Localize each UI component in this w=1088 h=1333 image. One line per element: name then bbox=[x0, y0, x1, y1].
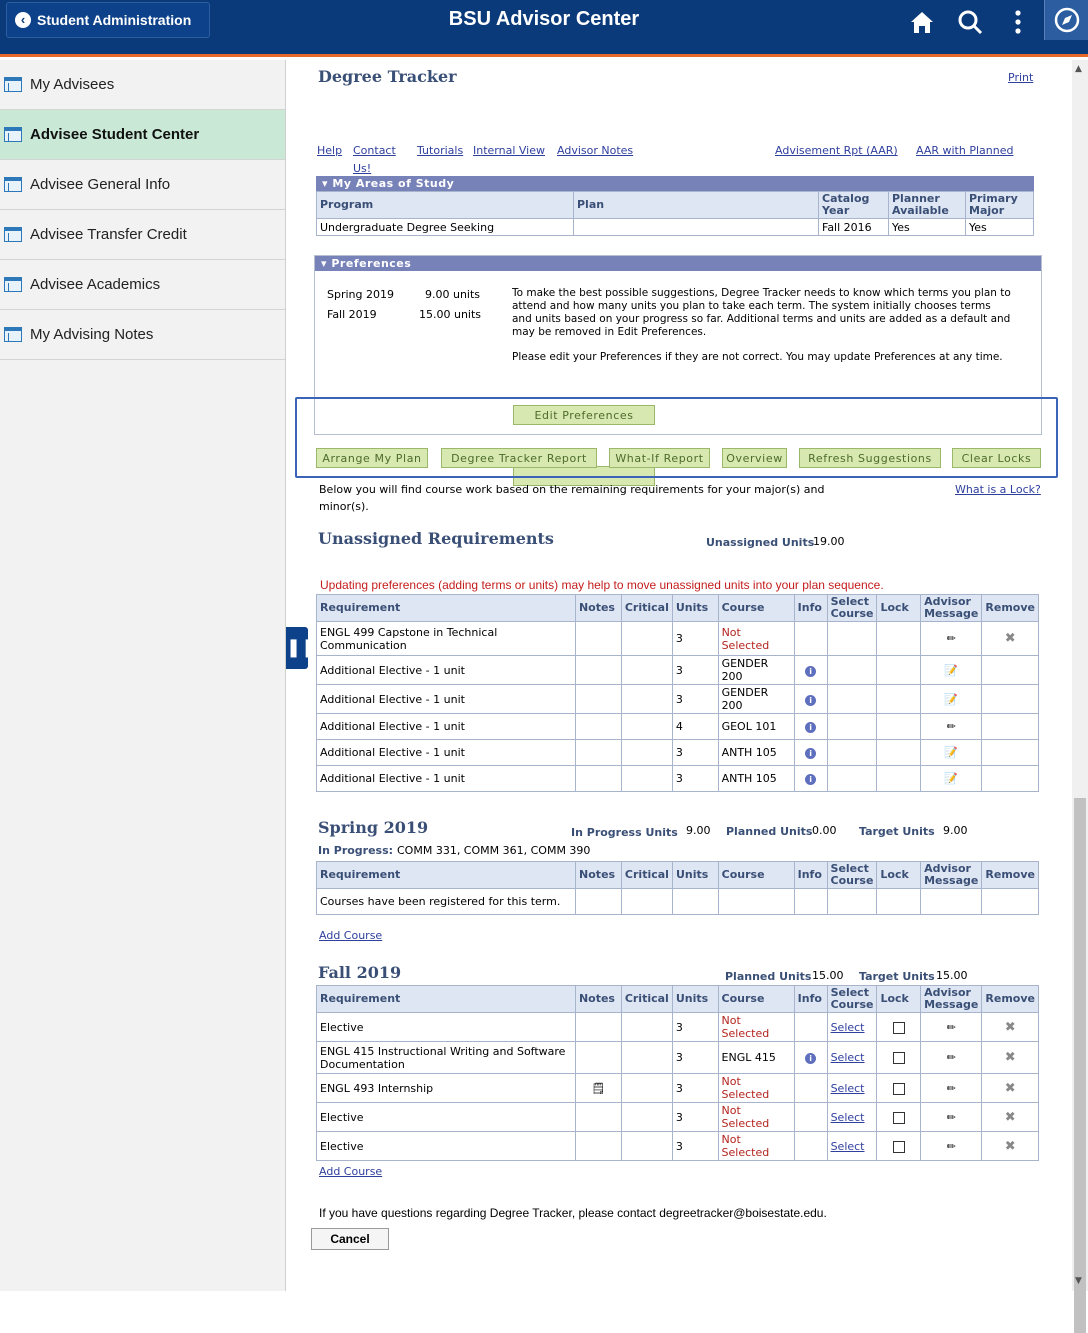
advisor-message-cell bbox=[921, 714, 982, 740]
what-if-report-button[interactable]: What-If Report bbox=[609, 448, 710, 468]
highlight-box bbox=[295, 397, 1058, 478]
select-course-link[interactable]: Select bbox=[830, 1110, 865, 1124]
sidebar-item-label: Advisee Academics bbox=[30, 276, 161, 293]
note-edit-icon[interactable]: 📝 bbox=[944, 746, 959, 759]
col-info: Info bbox=[794, 862, 827, 889]
spring-planned-label: Planned Units bbox=[726, 825, 813, 838]
page-icon bbox=[4, 77, 22, 92]
remove-cell bbox=[982, 740, 1039, 766]
requirement-cell: Elective bbox=[317, 1013, 576, 1042]
more-menu-icon[interactable] bbox=[1004, 8, 1032, 36]
intro-text: Below you will find course work based on the remaining requirements for your major(s) and minor(s). bbox=[319, 483, 825, 513]
sidebar-item-advisee-general-info[interactable] bbox=[0, 160, 285, 210]
compass-icon bbox=[1053, 6, 1081, 34]
requirement-cell: Elective bbox=[317, 1103, 576, 1132]
col-units: Units bbox=[672, 595, 718, 622]
search-icon[interactable] bbox=[956, 8, 984, 36]
requirement-cell: Additional Elective - 1 unit bbox=[317, 766, 576, 792]
info-icon[interactable]: i bbox=[805, 774, 816, 785]
info-icon[interactable]: i bbox=[805, 748, 816, 759]
contact-link-line2[interactable]: Us! bbox=[353, 162, 372, 175]
table-row bbox=[317, 685, 1039, 714]
footer-contact-text: If you have questions regarding Degree Tracker, please contact degreetracker@boisestate.edu. bbox=[319, 1206, 827, 1220]
pencil-icon[interactable]: ✏ bbox=[946, 720, 956, 733]
scroll-thumb[interactable] bbox=[1074, 798, 1086, 1333]
info-cell bbox=[794, 656, 827, 685]
remove-cell bbox=[982, 714, 1039, 740]
fall-table bbox=[316, 985, 1039, 1161]
collapse-triangle-icon: ▾ bbox=[322, 177, 329, 190]
col-requirement: Requirement bbox=[317, 862, 576, 889]
col-notes: Notes bbox=[576, 862, 622, 889]
col-requirement: Requirement bbox=[317, 595, 576, 622]
preferences-explanation: To make the best possible suggestions, Degree Tracker needs to know which terms you plan to attend and how many units you plan to take each term. The system initially chooses terms and units based on your progress so far. Additional terms and units are added as a default and may be removed in Edit Preferences. bbox=[512, 287, 1011, 338]
arrange-my-plan-button[interactable]: Arrange My Plan bbox=[316, 448, 428, 468]
table-row bbox=[317, 740, 1039, 766]
requirement-cell: Courses have been registered for this term. bbox=[317, 889, 576, 915]
spring-table bbox=[316, 861, 1039, 915]
lock-cell bbox=[877, 685, 921, 714]
pref-units-spring: 9.00 units bbox=[425, 288, 481, 301]
contact-link[interactable]: Contact bbox=[353, 144, 396, 157]
course-cell: Not Selected bbox=[718, 1103, 794, 1132]
remove-x-icon[interactable]: ✖ bbox=[1004, 1138, 1016, 1154]
navbar-button[interactable] bbox=[1044, 0, 1088, 40]
refresh-suggestions-button[interactable]: Refresh Suggestions bbox=[799, 448, 941, 468]
table-row bbox=[317, 1013, 1039, 1042]
select-course-link[interactable]: Select bbox=[830, 1139, 865, 1153]
preferences-title: Preferences bbox=[331, 257, 412, 270]
table-row bbox=[317, 889, 1039, 915]
page-icon bbox=[4, 177, 22, 192]
fall-target-value: 15.00 bbox=[936, 969, 968, 982]
sidebar-item-my-advisees[interactable] bbox=[0, 60, 285, 110]
info-cell bbox=[794, 714, 827, 740]
course-cell: Not Selected bbox=[718, 1132, 794, 1161]
select-course-cell bbox=[827, 685, 877, 714]
requirement-cell: ENGL 499 Capstone in Technical Communication bbox=[317, 622, 576, 656]
course-cell: ENGL 415 bbox=[718, 1042, 794, 1074]
chevron-left-icon: ‹ bbox=[15, 12, 31, 28]
sidebar-item-label: My Advising Notes bbox=[30, 326, 154, 343]
col-critical: Critical bbox=[621, 862, 672, 889]
lock-cell bbox=[877, 622, 921, 656]
notes-cell bbox=[575, 622, 621, 656]
remove-x-icon[interactable]: ✖ bbox=[1004, 631, 1016, 646]
table-row bbox=[317, 714, 1039, 740]
unassigned-title: Unassigned Requirements bbox=[318, 529, 554, 548]
col-program: Program bbox=[317, 192, 574, 219]
catalog-year-cell: Fall 2016 bbox=[819, 219, 889, 236]
fall-add-course-link[interactable]: Add Course bbox=[319, 1165, 383, 1178]
pref-units-fall: 15.00 units bbox=[419, 308, 482, 321]
app-title: BSU Advisor Center bbox=[448, 8, 640, 30]
units-cell: 4 bbox=[672, 714, 718, 740]
critical-cell bbox=[621, 740, 672, 766]
select-course-cell bbox=[827, 740, 877, 766]
col-advisor-message: Advisor Message bbox=[921, 862, 982, 889]
pencil-icon[interactable]: ✏ bbox=[946, 1110, 956, 1124]
select-course-cell bbox=[827, 622, 877, 656]
remove-cell bbox=[982, 656, 1039, 685]
select-course-cell bbox=[827, 766, 877, 792]
spring-in-progress-label: In Progress Units bbox=[571, 826, 678, 839]
areas-of-study-title: My Areas of Study bbox=[332, 177, 455, 190]
remove-x-icon[interactable]: ✖ bbox=[1004, 1080, 1016, 1096]
plan-cell bbox=[574, 219, 819, 236]
advisor-message-cell bbox=[921, 685, 982, 714]
remove-cell bbox=[982, 622, 1039, 656]
requirement-cell: ENGL 493 Internship bbox=[317, 1074, 576, 1103]
scrollbar[interactable] bbox=[1072, 60, 1088, 1291]
col-course: Course bbox=[718, 986, 794, 1013]
pencil-icon[interactable]: ✏ bbox=[946, 1020, 956, 1034]
units-cell: 3 bbox=[672, 622, 718, 656]
collapse-triangle-icon: ▾ bbox=[321, 257, 328, 270]
page-icon bbox=[4, 127, 22, 142]
table-row bbox=[317, 1074, 1039, 1103]
pencil-icon[interactable]: ✏ bbox=[946, 1051, 956, 1064]
col-remove: Remove bbox=[982, 862, 1039, 889]
remove-cell bbox=[982, 685, 1039, 714]
units-cell: 3 bbox=[672, 685, 718, 714]
internal-view-link[interactable]: Internal View bbox=[473, 144, 545, 157]
requirement-cell: Additional Elective - 1 unit bbox=[317, 714, 576, 740]
note-edit-icon[interactable]: 📝 bbox=[944, 692, 959, 706]
cancel-button[interactable]: Cancel bbox=[311, 1228, 389, 1250]
top-bar bbox=[0, 0, 1088, 57]
course-cell: ANTH 105 bbox=[718, 766, 794, 792]
info-icon[interactable]: i bbox=[805, 1053, 816, 1064]
remove-x-icon[interactable]: ✖ bbox=[1004, 1050, 1016, 1065]
lock-cell bbox=[877, 656, 921, 685]
col-critical: Critical bbox=[621, 595, 672, 622]
col-critical: Critical bbox=[621, 986, 672, 1013]
select-course-cell bbox=[827, 656, 877, 685]
pref-term-spring: Spring 2019 bbox=[327, 288, 394, 301]
col-advisor-message: Advisor Message bbox=[921, 986, 982, 1013]
lock-checkbox[interactable] bbox=[893, 1052, 905, 1064]
spring-target-label: Target Units bbox=[859, 825, 935, 838]
col-select-course: Select Course bbox=[827, 595, 877, 622]
lock-cell bbox=[877, 714, 921, 740]
notes-cell bbox=[575, 656, 621, 685]
course-cell: GENDER 200 bbox=[718, 656, 794, 685]
home-icon[interactable] bbox=[908, 8, 936, 36]
col-course: Course bbox=[718, 595, 794, 622]
lock-cell bbox=[877, 766, 921, 792]
units-cell: 3 bbox=[672, 1013, 718, 1042]
lock-cell bbox=[877, 740, 921, 766]
info-cell bbox=[794, 740, 827, 766]
advisor-message-cell bbox=[921, 740, 982, 766]
info-icon[interactable]: i bbox=[805, 695, 816, 706]
unassigned-units-label: Unassigned Units bbox=[706, 536, 815, 549]
clear-locks-button[interactable]: Clear Locks bbox=[952, 448, 1041, 468]
col-remove: Remove bbox=[982, 595, 1039, 622]
info-cell bbox=[794, 766, 827, 792]
course-cell: Not Selected bbox=[718, 1074, 794, 1103]
units-cell: 3 bbox=[672, 1074, 718, 1103]
col-planner-available: Planner Available bbox=[889, 192, 966, 219]
critical-cell bbox=[621, 766, 672, 792]
col-remove: Remove bbox=[982, 986, 1039, 1013]
col-requirement: Requirement bbox=[317, 986, 576, 1013]
units-cell: 3 bbox=[672, 656, 718, 685]
units-cell: 3 bbox=[672, 740, 718, 766]
info-icon[interactable]: i bbox=[805, 722, 816, 733]
select-course-link[interactable]: Select bbox=[830, 1020, 865, 1034]
requirement-cell: Additional Elective - 1 unit bbox=[317, 656, 576, 685]
course-cell: Not Selected bbox=[718, 1013, 794, 1042]
col-notes: Notes bbox=[575, 595, 621, 622]
scroll-down-icon[interactable]: ▼ bbox=[1075, 1276, 1082, 1286]
help-link[interactable]: Help bbox=[317, 144, 343, 157]
col-primary-major: Primary Major bbox=[966, 192, 1034, 219]
critical-cell bbox=[621, 714, 672, 740]
sidebar-item-label: Advisee Student Center bbox=[30, 126, 200, 143]
primary-major-cell: Yes bbox=[966, 219, 1034, 236]
unassigned-units-value: 19.00 bbox=[813, 535, 845, 548]
notes-cell bbox=[575, 740, 621, 766]
pencil-icon[interactable]: ✏ bbox=[946, 1081, 956, 1095]
col-units: Units bbox=[672, 862, 718, 889]
lock-checkbox[interactable] bbox=[893, 1141, 905, 1153]
edit-preferences-button[interactable]: Edit Preferences bbox=[513, 405, 655, 425]
remove-cell bbox=[982, 766, 1039, 792]
page-icon bbox=[4, 327, 22, 342]
sidebar-item-advisee-transfer-credit[interactable] bbox=[0, 210, 285, 260]
table-row bbox=[317, 622, 1039, 656]
col-select-course: Select Course bbox=[827, 986, 877, 1013]
table-row bbox=[317, 1042, 1039, 1074]
advisor-message-cell bbox=[921, 656, 982, 685]
fall-planned-value: 15.00 bbox=[812, 969, 844, 982]
page-icon bbox=[4, 227, 22, 242]
col-plan: Plan bbox=[574, 192, 819, 219]
spring-in-progress-courses-label: In Progress: bbox=[318, 844, 394, 857]
remove-x-icon[interactable]: ✖ bbox=[1004, 1019, 1016, 1035]
spring-in-progress-value: 9.00 bbox=[686, 824, 711, 837]
table-row bbox=[317, 656, 1039, 685]
pencil-icon[interactable]: ✏ bbox=[946, 1139, 956, 1153]
units-cell: 3 bbox=[672, 766, 718, 792]
fall-target-label: Target Units bbox=[859, 970, 935, 983]
page-title: Degree Tracker bbox=[318, 67, 457, 86]
remove-x-icon[interactable]: ✖ bbox=[1004, 1109, 1016, 1125]
planner-available-cell: Yes bbox=[889, 219, 966, 236]
col-info: Info bbox=[794, 986, 827, 1013]
sidebar bbox=[0, 60, 286, 1291]
units-cell: 3 bbox=[672, 1132, 718, 1161]
col-lock: Lock bbox=[877, 986, 921, 1013]
lock-checkbox[interactable] bbox=[893, 1112, 905, 1124]
col-catalog-year: Catalog Year bbox=[819, 192, 889, 219]
select-course-cell bbox=[827, 714, 877, 740]
critical-cell bbox=[621, 685, 672, 714]
requirement-cell: Additional Elective - 1 unit bbox=[317, 685, 576, 714]
col-info: Info bbox=[794, 595, 827, 622]
col-notes: Notes bbox=[575, 986, 621, 1013]
sidebar-item-label: My Advisees bbox=[30, 76, 115, 93]
table-row bbox=[317, 1103, 1039, 1132]
notes-cell bbox=[575, 714, 621, 740]
spring-add-course-link[interactable]: Add Course bbox=[319, 929, 383, 942]
note-edit-icon[interactable]: 📝 bbox=[944, 772, 959, 785]
col-advisor-message: Advisor Message bbox=[921, 595, 982, 622]
requirement-cell: Additional Elective - 1 unit bbox=[317, 740, 576, 766]
overview-button[interactable]: Overview bbox=[722, 448, 787, 468]
requirement-cell: ENGL 415 Instructional Writing and Software Documentation bbox=[317, 1042, 576, 1074]
col-units: Units bbox=[672, 986, 718, 1013]
preferences-header[interactable] bbox=[315, 256, 1041, 271]
sidebar-item-label: Advisee General Info bbox=[30, 176, 171, 193]
note-edit-icon[interactable]: 📝 bbox=[944, 663, 959, 677]
degree-tracker-report-button[interactable]: Degree Tracker Report bbox=[441, 448, 597, 468]
sidebar-item-advisee-academics[interactable] bbox=[0, 260, 285, 310]
tutorials-link[interactable]: Tutorials bbox=[417, 144, 464, 157]
advisor-message-cell bbox=[921, 766, 982, 792]
table-row bbox=[317, 766, 1039, 792]
course-cell: GEOL 101 bbox=[718, 714, 794, 740]
pref-term-fall: Fall 2019 bbox=[327, 308, 377, 321]
main-content bbox=[287, 60, 1072, 1291]
info-cell bbox=[794, 685, 827, 714]
course-cell: GENDER 200 bbox=[718, 685, 794, 714]
spring-in-progress-courses: COMM 331, COMM 361, COMM 390 bbox=[397, 844, 591, 857]
page-icon bbox=[4, 277, 22, 292]
lock-checkbox[interactable] bbox=[893, 1022, 905, 1034]
select-course-link[interactable]: Select bbox=[830, 1051, 865, 1064]
select-course-link[interactable]: Select bbox=[830, 1081, 865, 1095]
col-course: Course bbox=[718, 862, 794, 889]
areas-of-study-table bbox=[316, 191, 1034, 236]
col-lock: Lock bbox=[877, 595, 921, 622]
notes-cell bbox=[575, 766, 621, 792]
notes-icon[interactable]: 🗒 bbox=[591, 1081, 606, 1095]
sidebar-item-label: Advisee Transfer Credit bbox=[30, 226, 187, 243]
print-link[interactable]: Print bbox=[1008, 71, 1034, 84]
unassigned-note: Updating preferences (adding terms or units) may help to move unassigned units into your plan sequence. bbox=[320, 578, 884, 592]
col-select-course: Select Course bbox=[827, 862, 877, 889]
advisement-report-link[interactable]: Advisement Rpt (AAR) bbox=[775, 144, 898, 157]
units-cell: 3 bbox=[672, 1042, 718, 1074]
units-cell: 3 bbox=[672, 1103, 718, 1132]
program-cell: Undergraduate Degree Seeking bbox=[317, 219, 574, 236]
fall-planned-label: Planned Units bbox=[725, 970, 812, 983]
unassigned-requirements-table bbox=[316, 594, 1039, 792]
sidebar-item-advisee-student-center[interactable] bbox=[0, 110, 285, 160]
pencil-icon[interactable]: ✏ bbox=[946, 632, 956, 645]
aar-planned-link[interactable]: AAR with Planned bbox=[916, 144, 1014, 157]
info-icon[interactable]: i bbox=[805, 666, 816, 677]
notes-cell bbox=[575, 685, 621, 714]
fall-term-title: Fall 2019 bbox=[318, 963, 402, 982]
critical-cell bbox=[621, 656, 672, 685]
advisor-message-cell bbox=[921, 622, 982, 656]
spring-target-value: 9.00 bbox=[943, 824, 968, 837]
lock-checkbox[interactable] bbox=[893, 1083, 905, 1095]
areas-of-study-header[interactable] bbox=[316, 176, 1034, 191]
col-lock: Lock bbox=[877, 862, 921, 889]
course-cell: Not Selected bbox=[718, 622, 794, 656]
info-cell bbox=[794, 622, 827, 656]
advisor-notes-link[interactable]: Advisor Notes bbox=[557, 144, 634, 157]
areas-of-study-section bbox=[316, 176, 1034, 236]
critical-cell bbox=[621, 622, 672, 656]
what-is-a-lock-link[interactable]: What is a Lock? bbox=[955, 483, 1041, 496]
scroll-up-icon[interactable]: ▲ bbox=[1075, 64, 1082, 74]
back-button-label: Student Administration bbox=[37, 12, 192, 28]
course-cell: ANTH 105 bbox=[718, 740, 794, 766]
preferences-update-note: Please edit your Preferences if they are not correct. You may update Preferences at any time. bbox=[512, 351, 1003, 363]
pause-icon: ❚❚ bbox=[286, 637, 317, 658]
spring-term-title: Spring 2019 bbox=[318, 818, 429, 837]
spring-planned-value: 0.00 bbox=[812, 824, 837, 837]
table-row bbox=[317, 1132, 1039, 1161]
requirement-cell: Elective bbox=[317, 1132, 576, 1161]
sidebar-item-my-advising-notes[interactable] bbox=[0, 310, 285, 360]
